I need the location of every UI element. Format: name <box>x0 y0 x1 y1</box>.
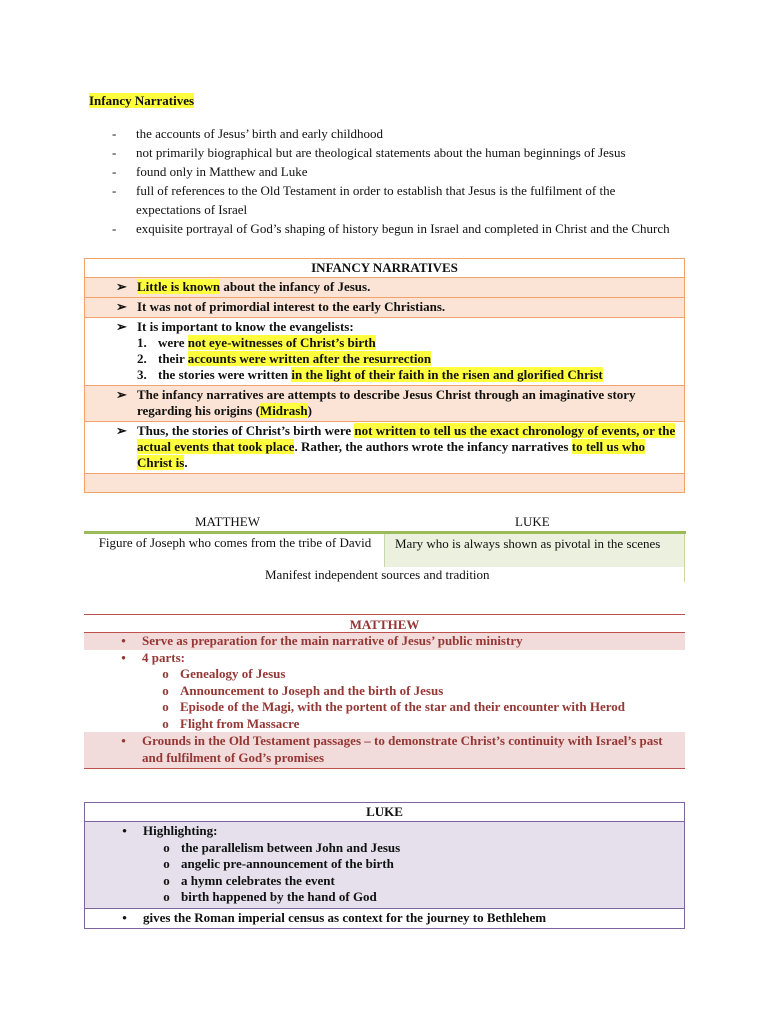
list-item: o Genealogy of Jesus <box>162 666 286 681</box>
list-item: o Episode of the Magi, with the portent of the star and their encounter with Herod <box>162 699 625 714</box>
luke-comparison-cell: Mary who is always shown as pivotal in the scenes <box>384 534 684 567</box>
list-item: o birth happened by the hand of God <box>163 889 377 904</box>
list-item: • gives the Roman imperial census as context for the journey to Bethlehem <box>122 909 547 925</box>
list-item: 3. the stories were written in the light of their faith in the risen and glorified Christ <box>137 367 603 382</box>
list-item: - the accounts of Jesus’ birth and early childhood <box>112 126 384 141</box>
list-item: • Serve as preparation for the main narrative of Jesus’ public ministry <box>121 633 523 648</box>
table-row-empty <box>85 474 684 492</box>
list-item: o Flight from Massacre <box>162 715 300 731</box>
matthew-section-header: MATTHEW <box>349 617 420 632</box>
table-row <box>85 822 684 909</box>
list-item: o the parallelism between John and Jesus <box>163 839 401 855</box>
intro-bullet-list <box>112 124 672 238</box>
arrow-bullet-icon: ➢ <box>116 279 127 294</box>
shared-comparison-text: Manifest independent sources and tradition <box>265 567 490 582</box>
luke-column-header: LUKE <box>515 514 550 529</box>
arrow-bullet-icon: ➢ <box>116 387 127 402</box>
list-item: 2. their accounts were written after the resurrection <box>137 351 432 366</box>
list-item: • Grounds in the Old Testament passages – to demonstrate Christ’s continuity with Israel’s past and fulfilment of God’s promises <box>121 733 663 765</box>
matthew-column-header: MATTHEW <box>195 514 260 529</box>
matthew-comparison-cell: Figure of Joseph who comes from the tribe of David <box>98 535 372 550</box>
list-item: - not primarily biographical but are theological statements about the human beginnings of Jesus <box>112 145 626 160</box>
list-item: 1. were not eye-witnesses of Christ’s birth <box>137 335 376 350</box>
list-item: - full of references to the Old Testament in order to establish that Jesus is the fulfilment of the expectations of Israel <box>112 183 616 217</box>
matthew-section-list <box>84 633 685 768</box>
list-item: • Highlighting: <box>122 823 218 838</box>
luke-section-header: LUKE <box>85 803 684 822</box>
list-item: - found only in Matthew and Luke <box>112 164 308 179</box>
table-row: ➢ It is important to know the evangelists: 1. were not eye-witnesses of Christ’s birth 2. their accounts were written after the resurrection 3. the stories were written in the light of their faith in the risen and glorified Christ <box>85 318 684 386</box>
arrow-bullet-icon: ➢ <box>116 319 127 334</box>
list-item: - exquisite portrayal of God’s shaping of history begun in Israel and completed in Christ and the Church <box>112 221 670 236</box>
divider <box>84 768 685 769</box>
infancy-narratives-table <box>84 258 685 493</box>
arrow-bullet-icon: ➢ <box>116 299 127 314</box>
table-row <box>85 909 684 929</box>
table-row: ➢ Thus, the stories of Christ’s birth were not written to tell us the exact chronology of events, or the actual events that took place. Rather, the authors wrote the infancy narratives to tell us who Christ is. <box>85 422 684 474</box>
divider <box>684 534 685 582</box>
luke-section-table <box>84 802 685 929</box>
divider <box>84 614 685 615</box>
arrow-bullet-icon: ➢ <box>116 423 127 438</box>
list-item: o Announcement to Joseph and the birth of Jesus <box>162 682 444 698</box>
table-row: ➢ Little is known about the infancy of Jesus. <box>85 278 684 298</box>
page-title: Infancy Narratives <box>89 93 195 108</box>
table-header: INFANCY NARRATIVES <box>85 259 684 278</box>
table-row: ➢ The infancy narratives are attempts to describe Jesus Christ through an imaginative story regarding his origins (Midrash) <box>85 386 684 422</box>
list-item: • 4 parts: <box>121 649 185 665</box>
list-item: o angelic pre-announcement of the birth <box>163 856 394 871</box>
list-item: o a hymn celebrates the event <box>163 872 335 888</box>
table-row: ➢ It was not of primordial interest to the early Christians. <box>85 298 684 318</box>
